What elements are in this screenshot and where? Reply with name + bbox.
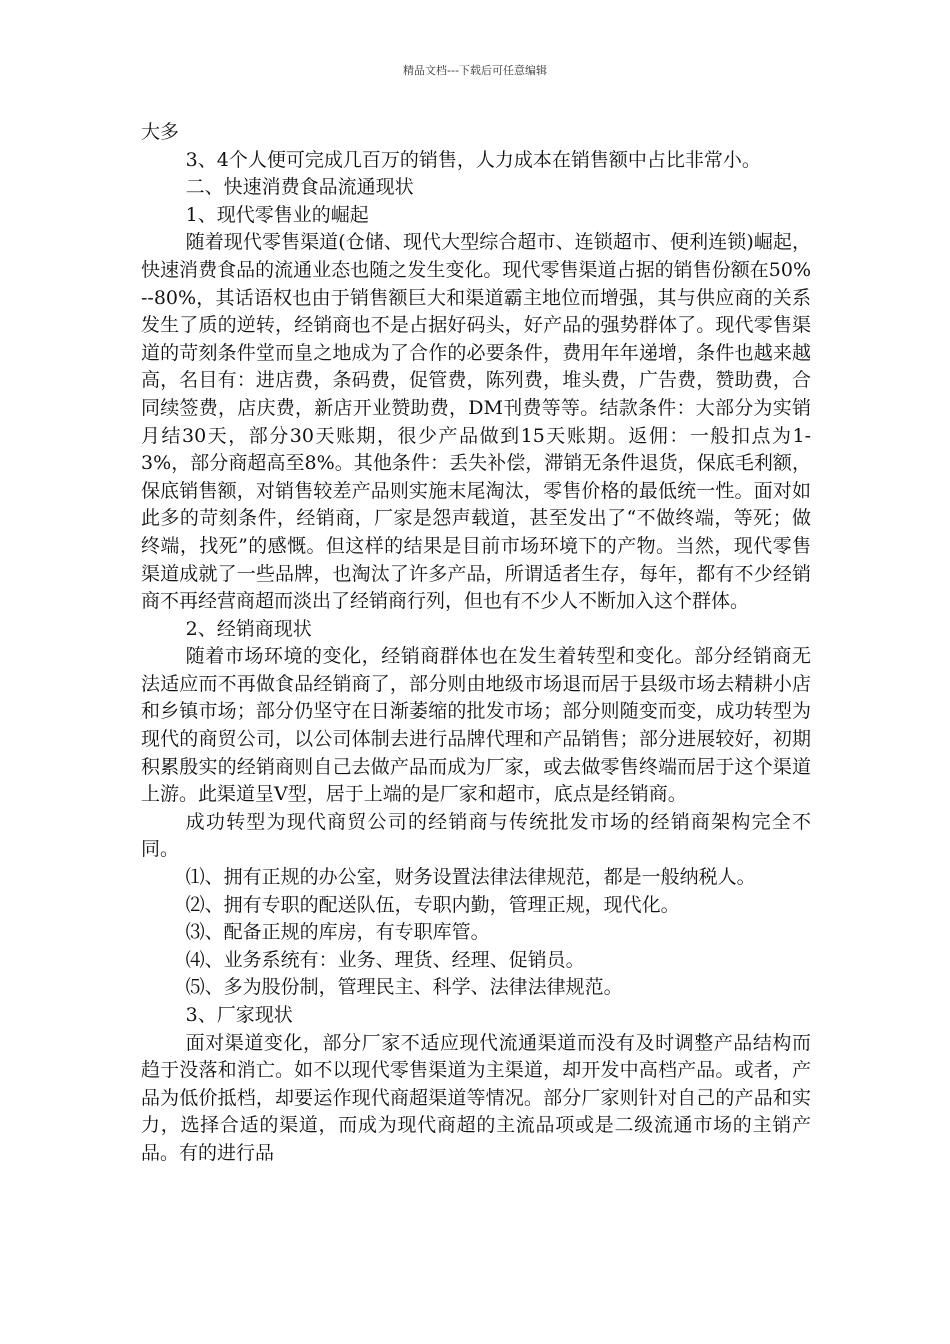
list-item: ⑵、拥有专职的配送队伍，专职内勤，管理正规，现代化。 [185, 893, 680, 916]
paragraph: 随着市场环境的变化，经销商群体也在发生着转型和变化。部分经销商无法适应而不再做食品经销商了，部分则由地级市场退而居于县级市场去精耕小店和乡镇市场；部分仍坚守在日渐萎缩的批发市场；部分则随变而变，成功转型为现代的商贸公司，以公司体制去进行品牌代理和产品销售；部分进展较好，初期积累殷实的经销商则自己去做产品而成为厂家，或去做零售终端而居于这个渠道上游。此渠道呈V型，居于上端的是厂家和超市，底点是经销商。 [141, 645, 811, 806]
list-item: ⑸、多为股份制，管理民主、科学、法律法律规范。 [185, 976, 623, 999]
paragraph: 3、4个人便可完成几百万的销售，人力成本在销售额中占比非常小。 [185, 148, 761, 171]
paragraph: 大多 [141, 121, 180, 143]
list-item: ⑶、配备正规的库房，有专职库管。 [185, 921, 490, 944]
list-item: ⑴、拥有正规的办公室，财务设置法律法律规范，都是一般纳税人。 [185, 866, 756, 889]
paragraph: 面对渠道变化，部分厂家不适应现代流通渠道而没有及时调整产品结构而趋于没落和消亡。如不以现代零售渠道为主渠道，却开发中高档产品。或者，产品为低价抵档，却要运作现代商超渠道等情况。部分厂家则针对自己的产品和实力，选择合适的渠道，而成为现代商超的主流品项或是二级流通市场的主销产品。有的进行品 [141, 1031, 811, 1164]
page-header: 精品文档---下载后可任意编辑 [403, 64, 547, 77]
subsection-heading: 2、经销商现状 [185, 617, 312, 640]
paragraph: 成功转型为现代商贸公司的经销商与传统批发市场的经销商架构完全不同。 [141, 810, 811, 861]
document-body [141, 119, 811, 1168]
list-item: ⑷、业务系统有：业务、理货、经理、促销员。 [185, 948, 585, 971]
subsection-heading: 1、现代零售业的崛起 [185, 203, 369, 226]
subsection-heading: 3、厂家现状 [185, 1004, 293, 1026]
paragraph: 随着现代零售渠道(仓储、现代大型综合超市、连锁超市、便利连锁)崛起，快速消费食品的流通业态也随之发生变化。现代零售渠道占据的销售份额在50%--80%，其话语权也由于销售额巨大和渠道霸主地位而增强，其与供应商的关系发生了质的逆转，经销商也不是占据好码头，好产品的强势群体了。现代零售渠道的苛刻条件堂而皇之地成为了合作的必要条件，费用年年递增，条件也越来越高，名目有：进店费，条码费，促管费，陈列费，堆头费，广告费，赞助费，合同续签费，店庆费，新店开业赞助费，DM刊费等等。结款条件：大部分为实销月结30天，部分30天账期，很少产品做到15天账期。返佣：一般扣点为1-3%，部分商超高至8%。其他条件：丢失补偿，滞销无条件退货，保底毛利额，保底销售额，对销售较差产品则实施末尾淘汰，零售价格的最低统一性。面对如此多的苛刻条件，经销商，厂家是怨声载道，甚至发出了“不做终端，等死；做终端，找死”的感慨。但这样的结果是目前市场环境下的产物。当然，现代零售渠道成就了一些品牌，也淘汰了许多产品，所谓适者生存，每年，都有不少经销商不再经营商超而淡出了经销商行列，但也有不少人不断加入这个群体。 [141, 231, 811, 613]
section-heading: 二、快速消费食品流通现状 [185, 176, 414, 199]
